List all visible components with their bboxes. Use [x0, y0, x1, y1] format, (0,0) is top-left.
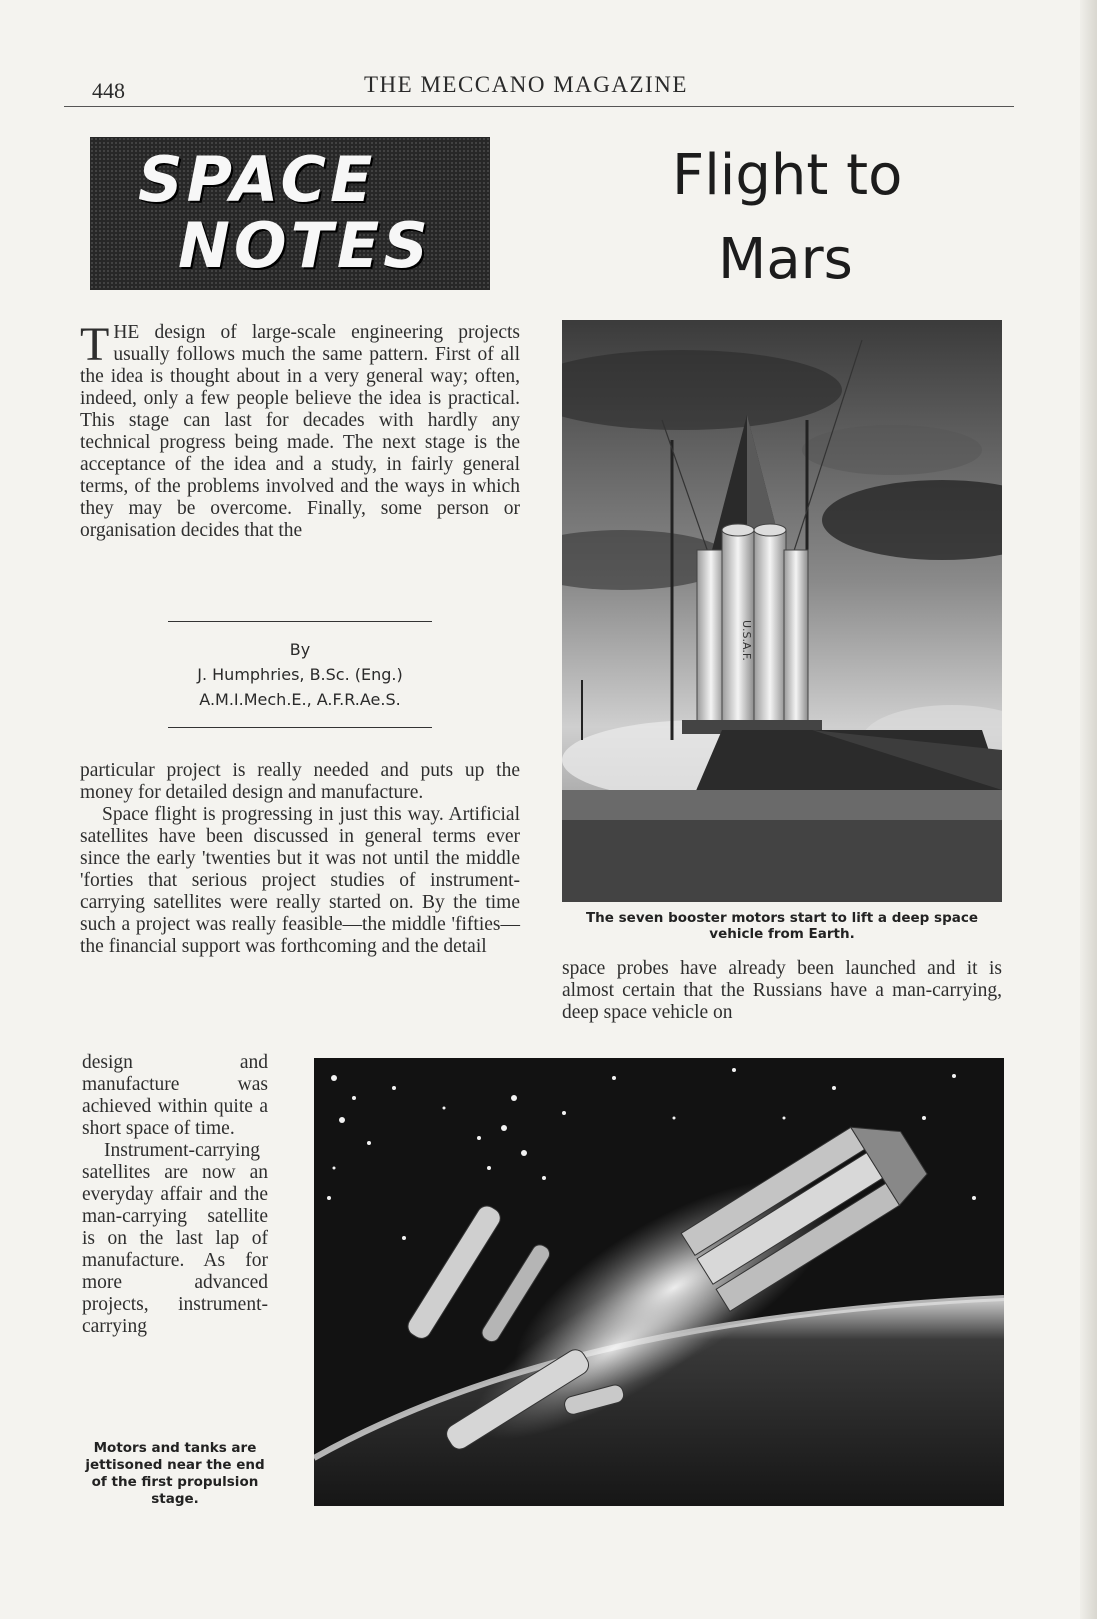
intro-paragraph: [80, 318, 520, 542]
rocket-marking: U.S.A.F.: [740, 620, 753, 661]
launch-illustration: [562, 320, 1002, 902]
body-column-left: [80, 760, 520, 958]
byline-rule-bottom: [168, 727, 432, 728]
page-number: 448: [92, 78, 125, 103]
drop-cap: T: [80, 318, 110, 371]
body-paragraph: Instrument-carrying satellites are now an everyday affair and the man-carrying satellite is on the last lap of manufacture. As for more advanced projects, instrument-carrying: [82, 1140, 268, 1337]
magazine-title: THE MECCANO MAGAZINE: [364, 72, 688, 97]
body-paragraph: design and manufacture was achieved within quite a short space of time.: [82, 1052, 268, 1139]
article-title-line-2: Mars: [718, 227, 853, 292]
body-column-right: space probes have already been launched and it is almost certain that the Russians have a man-carrying, deep space vehicle on: [562, 958, 1002, 1023]
staging-illustration: [314, 1058, 1004, 1506]
space-notes-banner: [90, 137, 490, 290]
byline: [140, 637, 460, 712]
body-paragraph: Space flight is progressing in just this way. Artificial satellites have been discussed in general terms ever since the early 'twenties but it was not until the middle 'forties that serious project studies of instrument-carrying satellites were really started on. By the time such a project was really feasible—the middle 'fifties—the financial support was forthcoming and the detail: [80, 804, 520, 957]
page-edge: [1080, 0, 1097, 1619]
intro-text: HE design of large-scale engineering projects usually follows much the same pattern. First of all the idea is thought about in a very general way; often, indeed, only a few people believe the idea is practical. This stage can last for decades with hardly any technical progress being made. The next stage is the acceptance of the idea and a study, in fairly general terms, of the problems involved and the ways in which they may be overcome. Finally, some person or organisation decides that the: [80, 322, 520, 541]
byline-author: J. Humphries, B.Sc. (Eng.): [197, 665, 403, 684]
article-title-line-1: Flight to: [672, 143, 903, 208]
byline-credentials: A.M.I.Mech.E., A.F.R.Ae.S.: [199, 690, 401, 709]
byline-by: By: [289, 640, 311, 659]
page-header: [64, 70, 1014, 107]
figure-caption-1: The seven booster motors start to lift a deep space vehicle from Earth.: [585, 910, 979, 942]
byline-rule-top: [168, 621, 432, 622]
figure-caption-2: Motors and tanks are jettisoned near the end of the first propulsion stage.: [85, 1440, 265, 1507]
body-paragraph: particular project is really needed and puts up the money for detailed design and manufacture.: [80, 760, 520, 803]
launch-image: [562, 320, 1002, 902]
banner-line-2: NOTES: [178, 209, 432, 282]
staging-image: [314, 1058, 1004, 1506]
body-column-narrow: [82, 1052, 268, 1338]
banner-line-1: SPACE: [138, 143, 377, 216]
